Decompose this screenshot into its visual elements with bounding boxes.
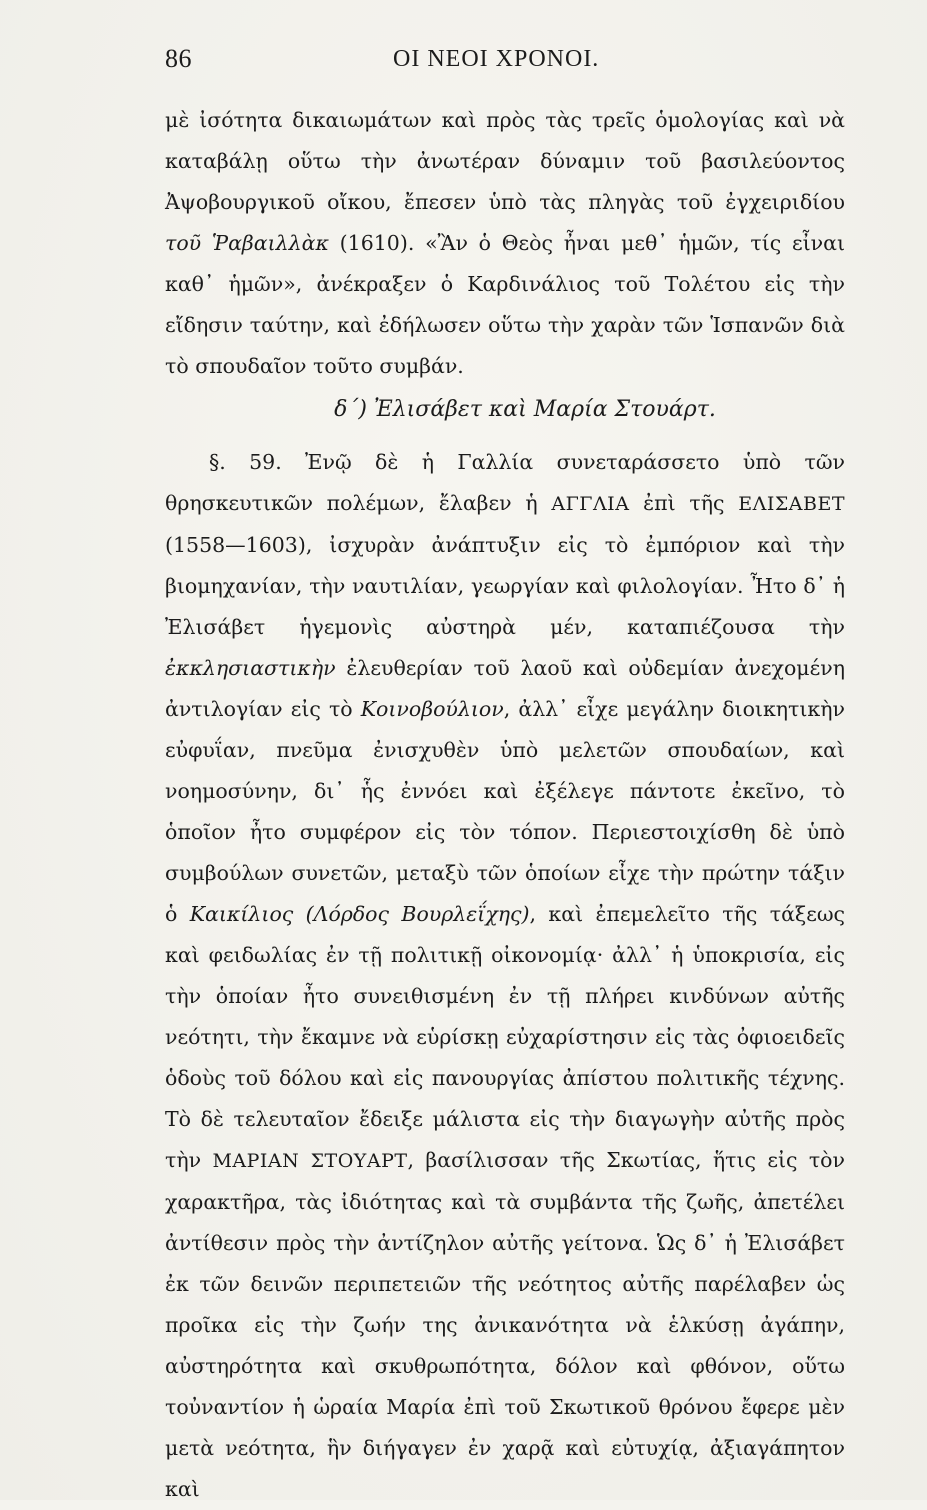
section-heading: δ´) Ἐλισάβετ καὶ Μαρία Στουάρτ. bbox=[334, 397, 716, 422]
caps-name: ΕΛΙΣΑΒΕΤ bbox=[738, 493, 846, 515]
text-run: ἐλευθερίαν τοῦ λαοῦ καὶ οὐδεμίαν ἀνεχομένη ἀντιλογίαν εἰς τὸ bbox=[165, 656, 845, 721]
text-run: §. 59. Ἐνῷ δὲ ἡ Γαλλία συνεταράσσετο ὑπὸ τῶν θρησκευτικῶν πολέμων, ἔλαβεν ἡ bbox=[165, 450, 845, 515]
paragraph-section-59 bbox=[165, 442, 845, 1510]
italic-term: Κοινοβούλιον bbox=[360, 697, 504, 721]
italic-name: Καικίλιος (Λόρδος Βουρλεΐχης) bbox=[189, 902, 530, 926]
text-run: ἐπὶ τῆς bbox=[629, 491, 739, 515]
text-run: , βασίλισσαν τῆς Σκωτίας, ἥτις εἰς τὸν χαρακτῆρα, τὰς ἰδιότητας καὶ τὰ συμβάντα τῆς ζωῆς, ἀπετέλει ἀντίθεσιν πρὸς τὴν ἀντίζηλον αὐτῆς γείτονα. Ὡς δ᾽ ἡ Ἐλισάβετ ἐκ τῶν δεινῶν περιπετειῶν τῆς νεότητος αὐτῆς παρέλαβεν ὡς προῖκα εἰς τὴν ζωήν της ἀνικανότητα νὰ ἑλκύσῃ ἀγάπην, αὐστηρότητα καὶ σκυθρωπότητα, δόλον καὶ φθόνον, οὕτω τοὐναντίον ἡ ὡραία Μαρία ἐπὶ τοῦ Σκωτικοῦ θρόνου ἔφερε μὲν μετὰ νεότητα, ἣν διήγαγεν ἐν χαρᾷ καὶ εὐτυχίᾳ, ἀξιαγάπητον καὶ bbox=[165, 1148, 845, 1501]
text-run: (1610). «Ἂν ὁ Θεὸς ἦναι μεθ᾽ ἡμῶν, τίς εἶναι καθ᾽ ἡμῶν», ἀνέκραξεν ὁ Καρδινάλιος τοῦ Τολέτου εἰς τὴν εἴδησιν ταύτην, καὶ ἐδήλωσεν οὕτω τὴν χαρὰν τῶν Ἱσπανῶν διὰ τὸ σπουδαῖον τοῦτο συμβάν. bbox=[165, 231, 845, 378]
text-run: , καὶ ἐπεμελεῖτο τῆς τάξεως καὶ φειδωλίας ἐν τῇ πολιτικῇ οἰκονομίᾳ· ἀλλ᾽ ἡ ὑποκρισία, εἰς τὴν ὁποίαν ἦτο συνειθισμένη ἐν τῇ πλήρει κινδύνων αὐτῆς νεότητι, τὴν ἔκαμνε νὰ εὑρίσκῃ εὐχαρίστησιν εἰς τὰς ὀφιοειδεῖς ὁδοὺς τοῦ δόλου καὶ εἰς πανουργίας ἀπίστου πολιτικῆς τέχνης. Τὸ δὲ τελευταῖον ἔδειξε μάλιστα εἰς τὴν διαγωγὴν αὐτῆς πρὸς τὴν bbox=[165, 902, 846, 1172]
text-run: μὲ ἰσότητα δικαιωμάτων καὶ πρὸς τὰς τρεῖς ὁμολογίας καὶ νὰ καταβάλῃ οὕτω τὴν ἀνωτέραν δύναμιν τοῦ βασιλεύοντος Ἀψοβουργικοῦ οἴκου, ἔπεσεν ὑπὸ τὰς πληγὰς τοῦ ἐγχειριδίου bbox=[165, 108, 845, 214]
caps-name: ΜΑΡΙΑΝ ΣΤΟΥΑΡΤ bbox=[212, 1150, 408, 1172]
paragraph-continuation bbox=[165, 100, 845, 387]
text-run: , ἀλλ᾽ εἶχε μεγάλην διοικητικὴν εὐφυΐαν, πνεῦμα ἐνισχυθὲν ὑπὸ μελετῶν σπουδαίων, καὶ νοημοσύνην, δι᾽ ἧς ἐννόει καὶ ἐξέλεγε πάντοτε ἐκεῖνο, τὸ ὁποῖον ἦτο συμφέρον εἰς τὸν τόπον. Περιεστοιχίσθη δὲ ὑπὸ συμβούλων συνετῶν, μεταξὺ τῶν ὁποίων εἶχε τὴν πρώτην τάξιν ὁ bbox=[165, 697, 845, 926]
text-run: (1558—1603), ἰσχυρὰν ἀνάπτυξιν εἰς τὸ ἐμπόριον καὶ τὴν βιομηχανίαν, τὴν ναυτιλίαν, γεωργίαν καὶ φιλολογίαν. Ἦτο δ᾽ ἡ Ἐλισάβετ ἡγεμονὶς αὐστηρὰ μέν, καταπιέζουσα τὴν bbox=[165, 533, 845, 639]
body-text bbox=[165, 100, 845, 1510]
running-title: ΟΙ ΝΕΟΙ ΧΡΟΝΟΙ. bbox=[393, 46, 600, 72]
italic-term: ἐκκλησιαστικὴν bbox=[165, 656, 336, 680]
italic-name: τοῦ Ῥαβαιλλὰκ bbox=[165, 231, 329, 255]
caps-name: ΑΓΓΛΙΑ bbox=[551, 493, 630, 515]
page-header bbox=[165, 44, 845, 84]
page-number: 86 bbox=[165, 44, 192, 73]
